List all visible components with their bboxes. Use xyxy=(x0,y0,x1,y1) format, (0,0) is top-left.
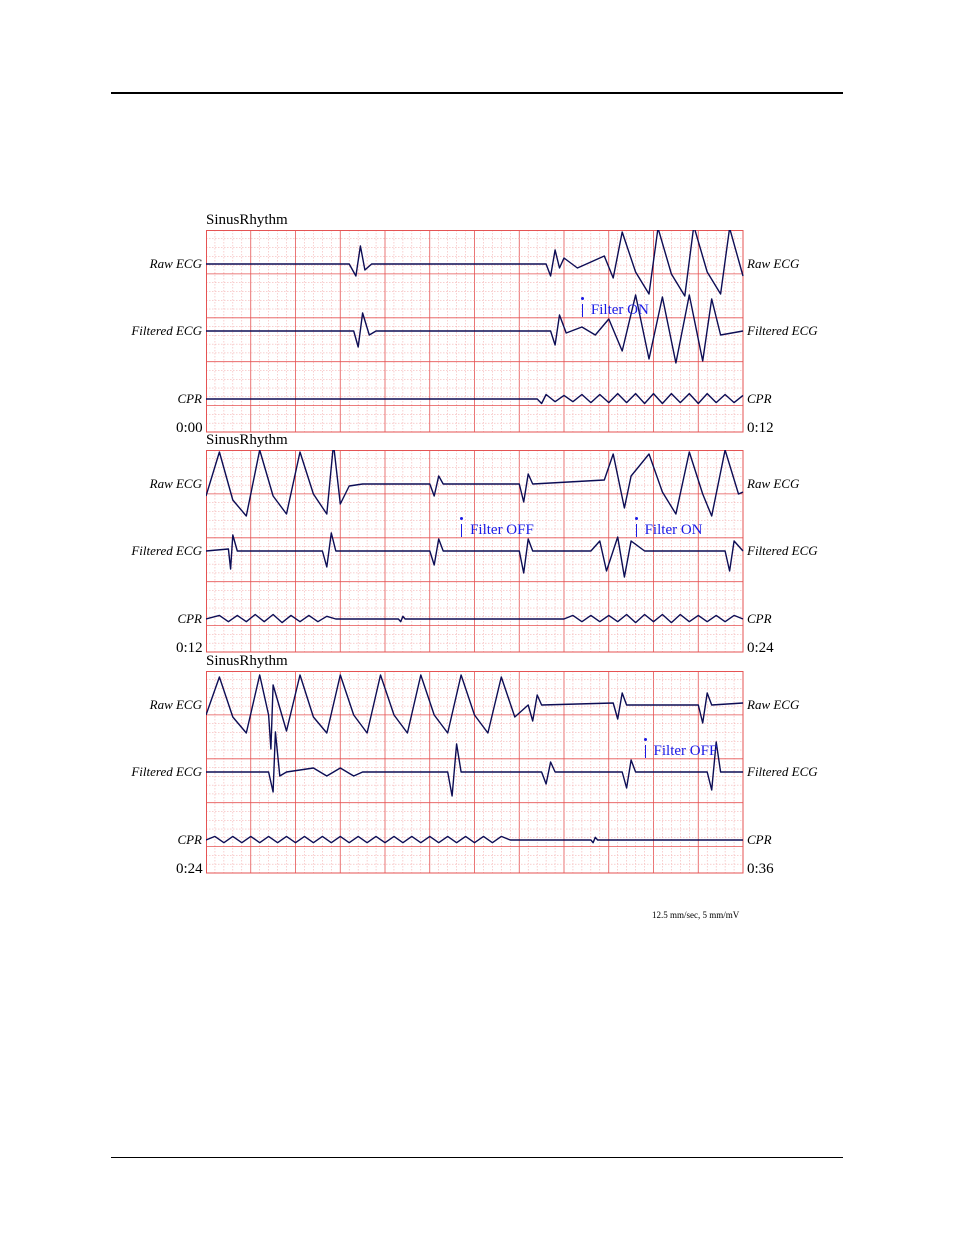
time-end: 0:24 xyxy=(747,640,774,656)
lead-label-right: CPR xyxy=(747,391,772,406)
time-end: 0:12 xyxy=(747,420,774,436)
lead-label-right: Filtered ECG xyxy=(747,543,818,558)
annotation-marker-dot xyxy=(635,517,638,520)
lead-label-left: CPR xyxy=(177,391,202,406)
annotation-label: Filter ON xyxy=(644,522,703,538)
annotation-label: Filter OFF xyxy=(653,743,718,759)
lead-label-right: Raw ECG xyxy=(747,697,800,712)
scale-note: 12.5 mm/sec, 5 mm/mV xyxy=(652,910,740,920)
annotation-marker-bar xyxy=(645,745,646,758)
ecg-grid xyxy=(206,450,744,653)
annotation-marker-bar xyxy=(582,304,583,317)
annotation-marker-bar xyxy=(461,524,462,537)
lead-label-right: CPR xyxy=(747,832,772,847)
lead-label-right: Filtered ECG xyxy=(747,323,818,338)
lead-label-left: Filtered ECG xyxy=(131,543,202,558)
strip-title: SinusRhythm xyxy=(206,212,288,228)
lead-label-right: Raw ECG xyxy=(747,256,800,271)
lead-label-left: Raw ECG xyxy=(149,697,202,712)
bottom-rule xyxy=(111,1157,843,1158)
strip-title: SinusRhythm xyxy=(206,653,288,669)
annotation-marker-dot xyxy=(581,297,584,300)
lead-label-left: Raw ECG xyxy=(149,256,202,271)
time-start: 0:12 xyxy=(176,640,203,656)
lead-label-right: CPR xyxy=(747,611,772,626)
annotation-marker-dot xyxy=(644,738,647,741)
time-start: 0:24 xyxy=(176,861,203,877)
time-end: 0:36 xyxy=(747,861,774,877)
lead-label-left: CPR xyxy=(177,832,202,847)
strip-title: SinusRhythm xyxy=(206,432,288,448)
lead-label-left: Raw ECG xyxy=(149,476,202,491)
annotation-marker-bar xyxy=(636,524,637,537)
lead-label-left: CPR xyxy=(177,611,202,626)
ecg-grid xyxy=(206,671,744,874)
lead-label-left: Filtered ECG xyxy=(131,764,202,779)
annotation-label: Filter OFF xyxy=(470,522,534,538)
lead-label-right: Raw ECG xyxy=(747,476,800,491)
lead-label-right: Filtered ECG xyxy=(747,764,818,779)
annotation-label: Filter ON xyxy=(590,302,649,318)
ecg-grid xyxy=(206,230,744,433)
time-start: 0:00 xyxy=(176,420,203,436)
lead-label-left: Filtered ECG xyxy=(131,323,202,338)
